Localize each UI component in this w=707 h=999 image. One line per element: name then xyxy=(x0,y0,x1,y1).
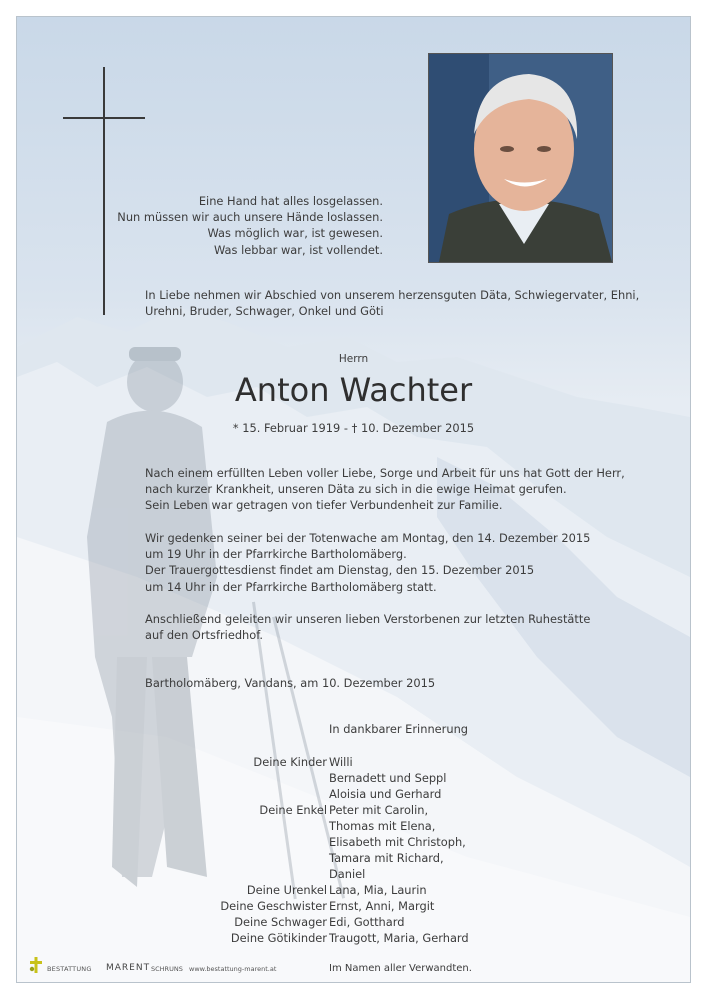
poem-line: Was lebbar war, ist vollendet. xyxy=(214,242,383,257)
body-paragraph-3 xyxy=(145,611,590,643)
poem xyxy=(117,193,383,258)
mourner-name: Edi, Gotthard xyxy=(329,915,405,929)
mourner-name: Lana, Mia, Laurin xyxy=(329,883,427,897)
intro-text: In Liebe nehmen wir Abschied von unserem herzensguten Däta, Schwiegervater, Ehni, Urehni, Bruder, Schwager, Onkel und Göti xyxy=(145,288,640,319)
place-date: Bartholomäberg, Vandans, am 10. Dezember 2015 xyxy=(145,676,436,690)
logo-prefix: BESTATTUNG xyxy=(47,965,92,973)
logo-website[interactable]: www.bestattung-marent.at xyxy=(189,965,277,973)
mourner-label: Deine Götikinder xyxy=(230,931,327,945)
cross-horizontal xyxy=(63,117,145,119)
portrait-illustration xyxy=(429,54,612,262)
cross-vertical xyxy=(103,67,105,315)
mourner-name: Tamara mit Richard, xyxy=(329,851,444,865)
logo-town: SCHRUNS xyxy=(151,965,183,973)
deceased-name: Anton Wachter xyxy=(234,371,473,409)
body-line: nach kurzer Krankheit, unseren Däta zu sich in die ewige Heimat gerufen. xyxy=(145,482,567,497)
mourner-name: Traugott, Maria, Gerhard xyxy=(329,931,469,945)
body-line: Anschließend geleiten wir unseren lieben Verstorbenen zur letzten Ruhestätte xyxy=(145,612,591,626)
mourner-label: Deine Enkel xyxy=(259,803,327,817)
mourner-name: Bernadett und Seppl xyxy=(329,771,447,785)
body-line: auf den Ortsfriedhof. xyxy=(145,628,264,643)
mourner-name: Peter mit Carolin, xyxy=(329,803,429,817)
mourner-label: Deine Kinder xyxy=(253,755,327,769)
mourner-name: Elisabeth mit Christoph, xyxy=(329,835,466,849)
body-line: um 19 Uhr in der Pfarrkirche Bartholomäberg. xyxy=(145,547,407,562)
mourner-label: Deine Urenkel xyxy=(246,883,327,897)
body-line: Der Trauergottesdienst findet am Dienstag, den 15. Dezember 2015 xyxy=(145,563,535,578)
salutation: Herrn xyxy=(338,353,369,365)
cross-leaf-icon xyxy=(29,957,43,973)
body-line: Nach einem erfüllten Leben voller Liebe, Sorge und Arbeit für uns hat Gott der Herr, xyxy=(145,466,625,480)
mourner-name: Ernst, Anni, Margit xyxy=(329,899,435,913)
mourner-label: Deine Schwager xyxy=(234,915,327,929)
body-line: Sein Leben war getragen von tiefer Verbundenheit zur Familie. xyxy=(145,498,503,513)
mourner-name: Willi xyxy=(329,755,353,769)
logo-brand: MARENT xyxy=(106,963,151,973)
mourner-name: Daniel xyxy=(329,867,366,881)
poem-line: Eine Hand hat alles losgelassen. xyxy=(198,194,383,208)
mourner-label: Deine Geschwister xyxy=(220,899,327,913)
body-line: Wir gedenken seiner bei der Totenwache am Montag, den 14. Dezember 2015 xyxy=(145,531,591,545)
mourner-name: Aloisia und Gerhard xyxy=(329,787,442,801)
poem-line: Nun müssen wir auch unsere Hände loslassen. xyxy=(117,210,383,225)
gratitude-line: In dankbarer Erinnerung xyxy=(329,722,469,736)
portrait-photo xyxy=(428,53,613,263)
body-paragraph-2 xyxy=(145,530,590,595)
body-line: um 14 Uhr in der Pfarrkirche Bartholomäberg statt. xyxy=(145,579,437,594)
poem-line: Was möglich war, ist gewesen. xyxy=(207,226,383,241)
life-dates: * 15. Februar 1919 - † 10. Dezember 2015 xyxy=(232,421,475,435)
body-paragraph-1 xyxy=(145,465,625,514)
closing-line: Im Namen aller Verwandten. xyxy=(329,963,472,974)
obituary-card xyxy=(16,16,691,983)
mourner-name: Thomas mit Elena, xyxy=(329,819,436,833)
